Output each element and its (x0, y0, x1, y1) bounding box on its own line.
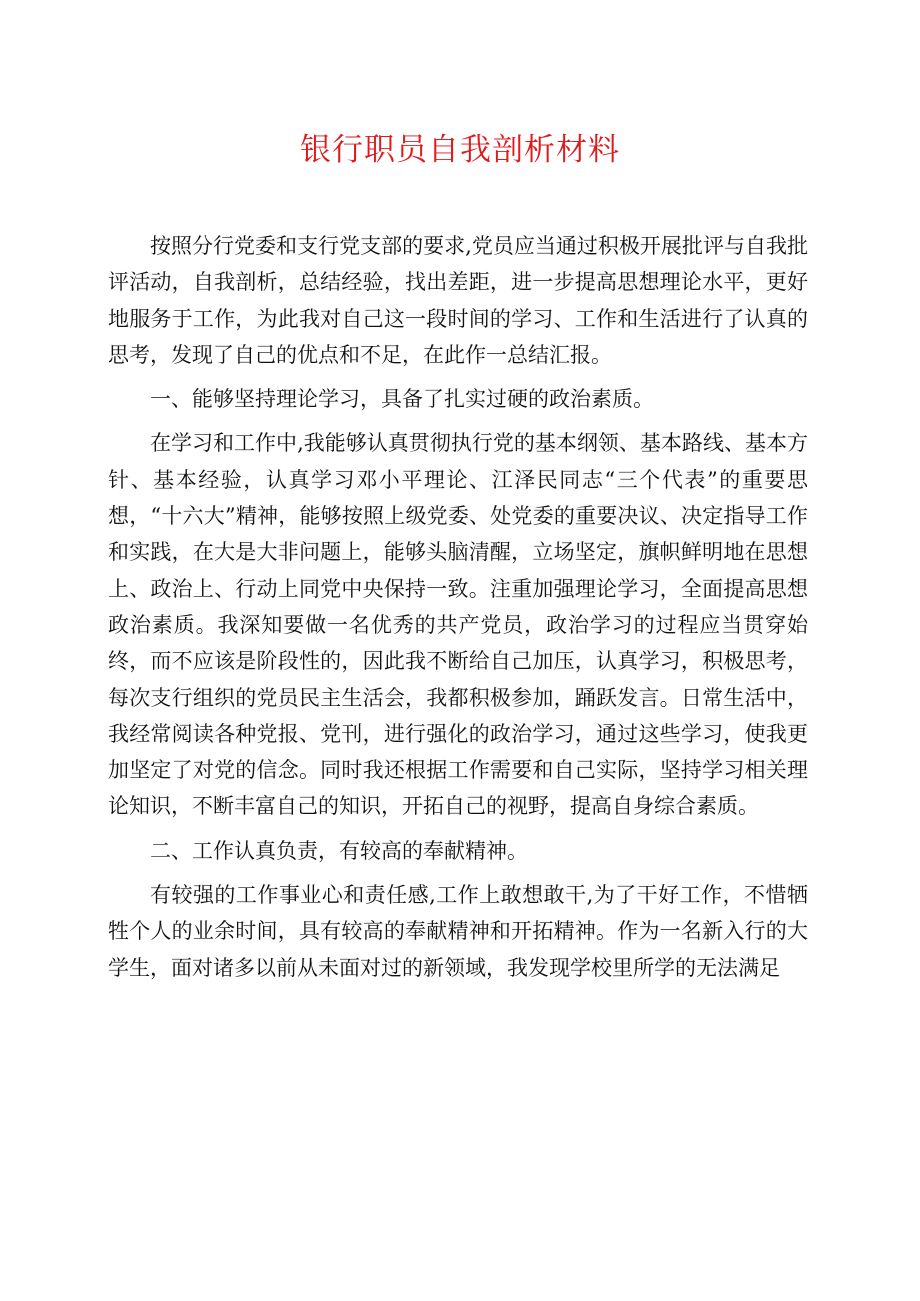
section-two-paragraph: 有较强的工作事业心和责任感,工作上敢想敢干,为了干好工作，不惜牺牲个人的业余时间，具有较高的奉献精神和开拓精神。作为一名新入行的大学生，面对诸多以前从未面对过的新领域，我发现学校里所学的无法满足 (108, 883, 808, 980)
document-title: 银行职员自我剖析材料 (300, 132, 620, 168)
intro-paragraph: 按照分行党委和支行党支部的要求,党员应当通过积极开展批评与自我批评活动，自我剖析，总结经验，找出差距，进一步提高思想理论水平，更好地服务于工作，为此我对自己这一段时间的学习、工作和生活进行了认真的思考，发现了自己的优点和不足，在此作一总结汇报。 (108, 234, 808, 367)
section-one-paragraph: 在学习和工作中,我能够认真贯彻执行党的基本纲领、基本路线、基本方针、基本经验，认真学习邓小平理论、江泽民同志“三个代表”的重要思想，“十六大”精神，能够按照上级党委、处党委的重要决议、决定指导工作和实践，在大是大非问题上，能够头脑清醒，立场坚定，旗帜鲜明地在思想上、政治上、行动上同党中央保持一致。注重加强理论学习，全面提高思想政治素质。我深知要做一名优秀的共产党员，政治学习的过程应当贯穿始终，而不应该是阶段性的，因此我不断给自己加压，认真学习，积极思考，每次支行组织的党员民主生活会，我都积极参加，踊跃发言。日常生活中，我经常阅读各种党报、党刊，进行强化的政治学习，通过这些学习，使我更加坚定了对党的信念。同时我还根据工作需要和自己实际，坚持学习相关理论知识，不断丰富自己的知识，开拓自己的视野，提高自身综合素质。 (108, 431, 808, 819)
section-heading-one: 一、能够坚持理论学习，具备了扎实过硬的政治素质。 (150, 387, 654, 412)
section-heading-two: 二、工作认真负责，有较高的奉献精神。 (150, 838, 528, 863)
document-body (108, 228, 808, 986)
